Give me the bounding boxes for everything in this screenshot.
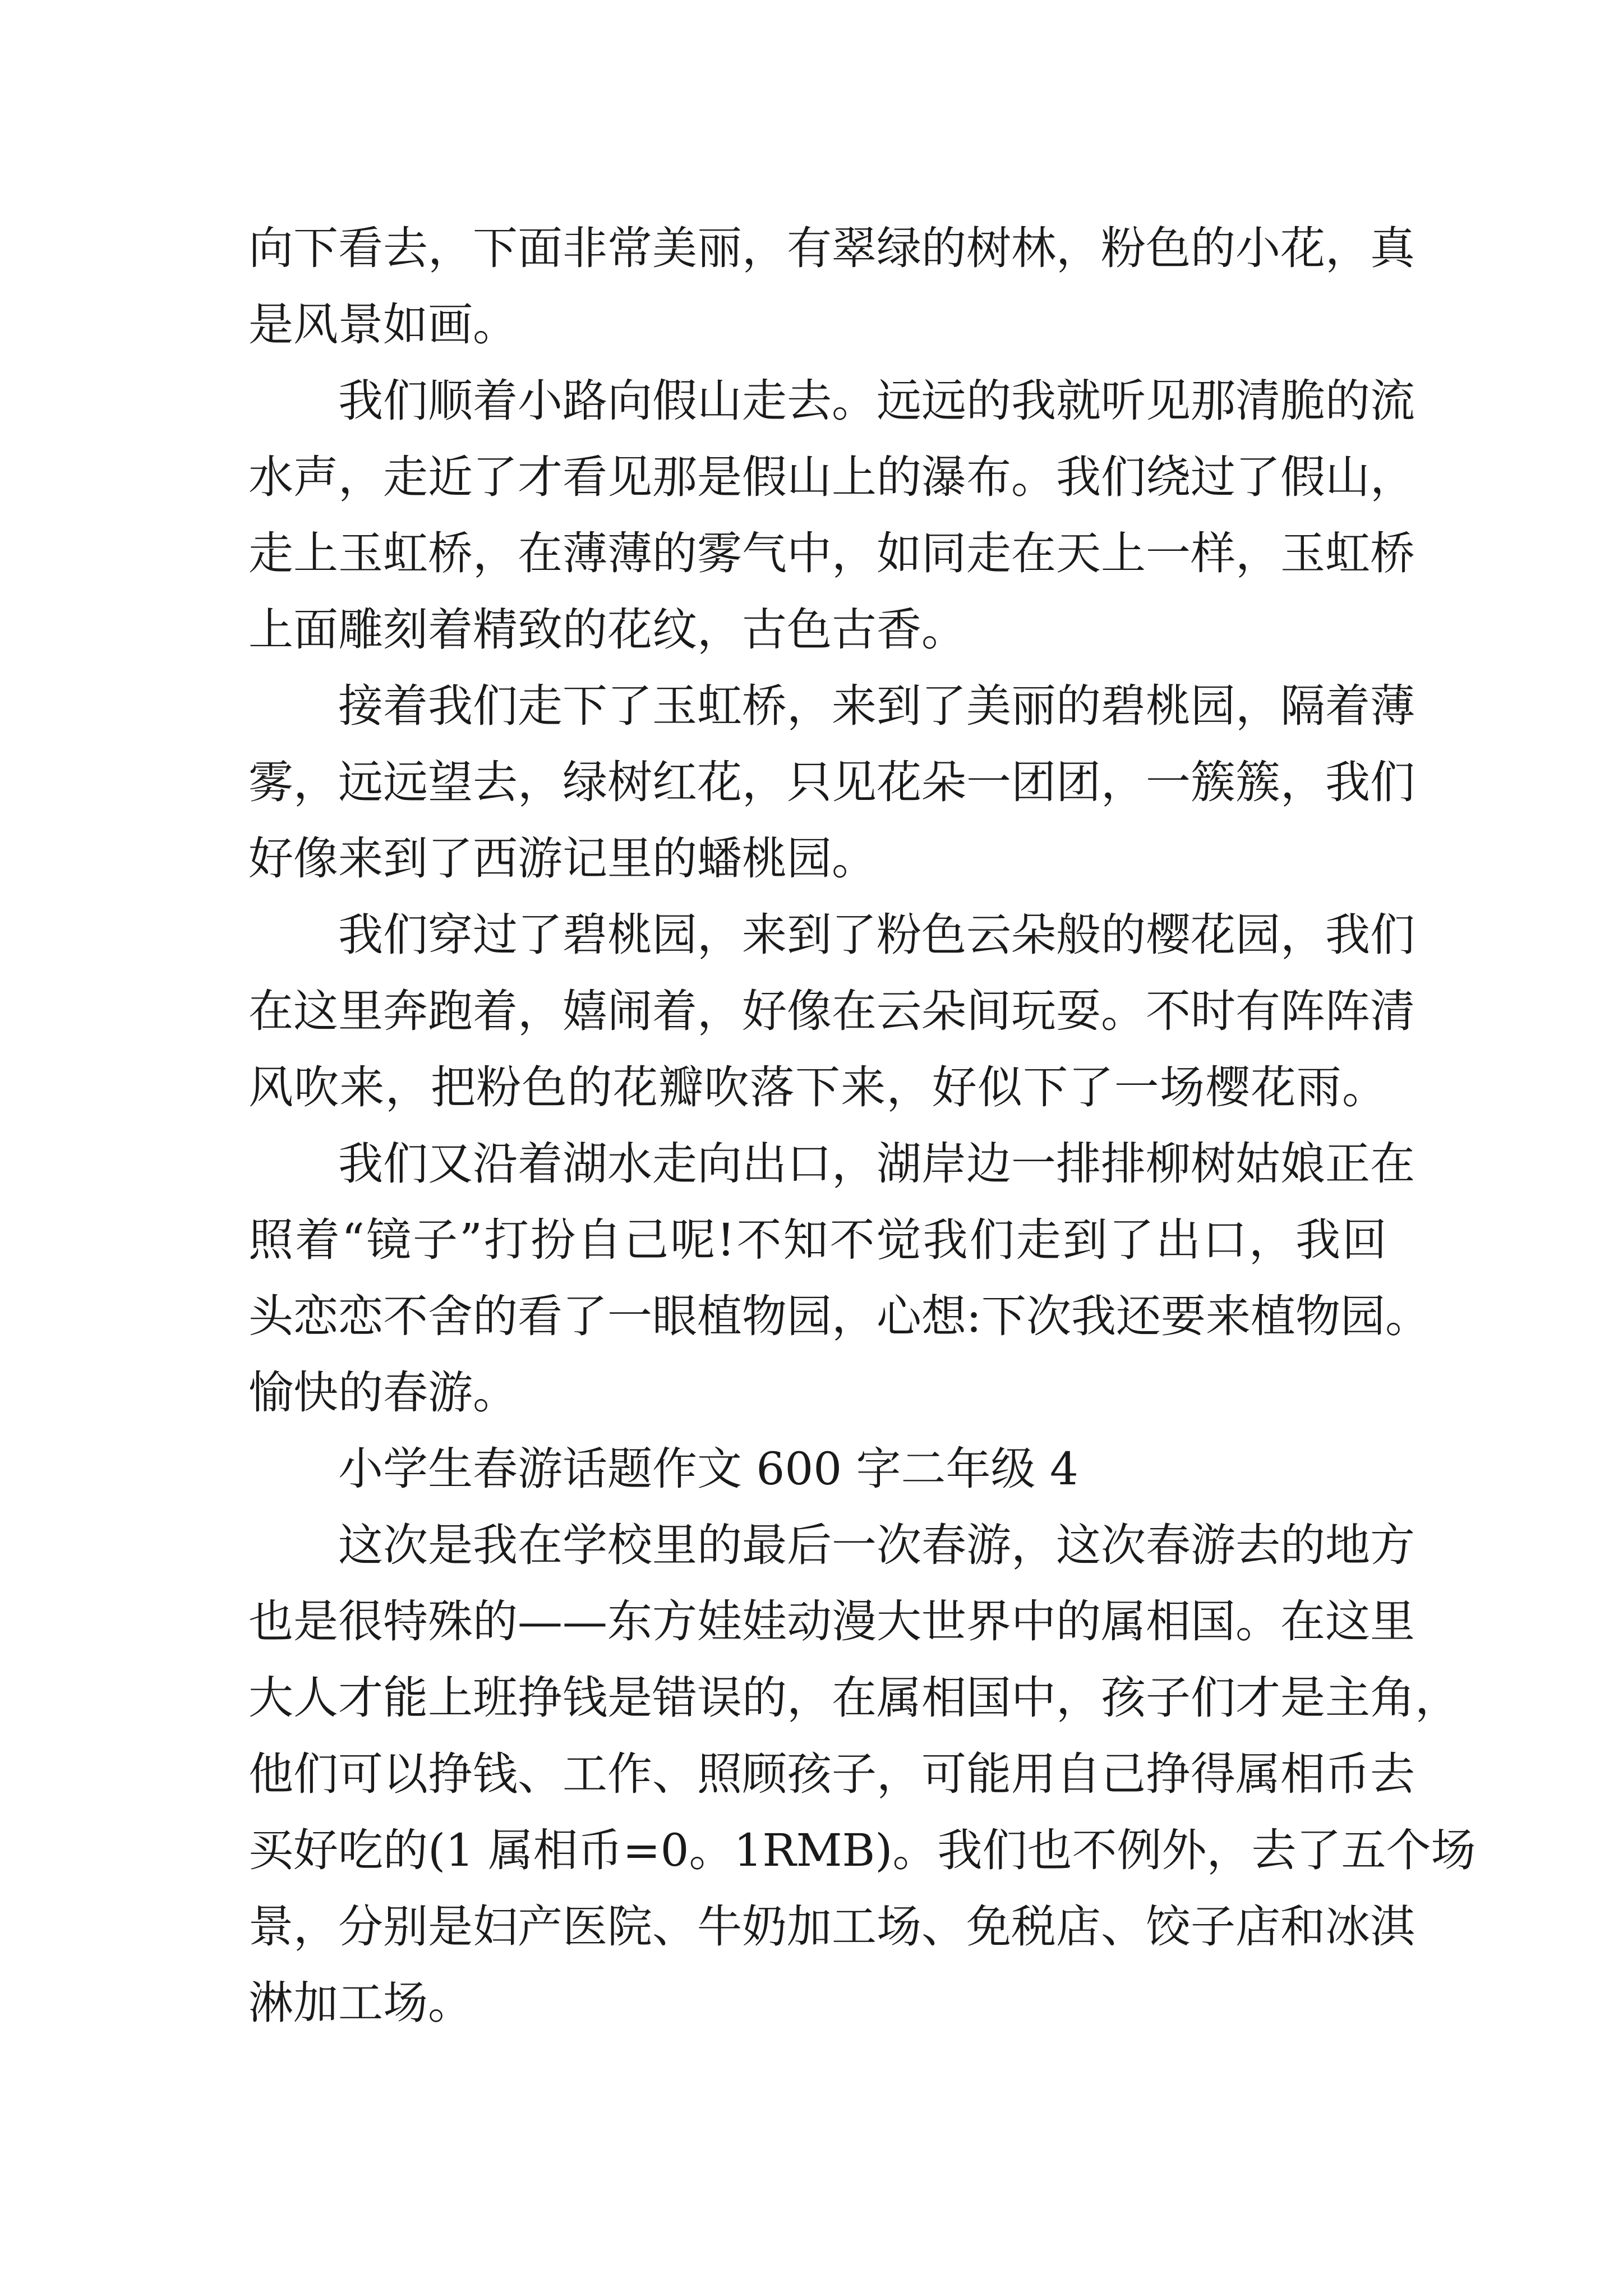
text-line: 我们又沿着湖水走向出口，湖岸边一排排柳树姑娘正在 [338, 1138, 1415, 1190]
text-line: 是风景如画。 [248, 298, 518, 351]
text-line: 上面雕刻着精致的花纹，古色古香。 [248, 604, 966, 656]
text-line: 好像来到了西游记里的蟠桃园。 [248, 832, 877, 885]
text-line: 水声，走近了才看见那是假山上的瀑布。我们绕过了假山， [248, 451, 1415, 503]
text-line: 他们可以挣钱、工作、照顾孩子，可能用自己挣得属相币去 [248, 1748, 1415, 1800]
text-line: 向下看去，下面非常美丽，有翠绿的树林，粉色的小花，真 [248, 222, 1415, 274]
text-line: 我们顺着小路向假山走去。远远的我就听见那清脆的流 [338, 375, 1415, 427]
article-body [248, 210, 1476, 2041]
text-line: 愉快的春游。 [248, 1366, 518, 1419]
text-line: 雾，远远望去，绿树红花，只见花朵一团团，一簇簇，我们 [248, 756, 1415, 808]
text-line: 头恋恋不舍的看了一眼植物园，心想:下次我还要来植物园。 [248, 1290, 1430, 1342]
text-line: 风吹来，把粉色的花瓣吹落下来，好似下了一场樱花雨。 [248, 1061, 1387, 1114]
text-line: 走上玉虹桥，在薄薄的雾气中，如同走在天上一样，玉虹桥 [248, 527, 1415, 579]
text-line: 也是很特殊的——东方娃娃动漫大世界中的属相国。在这里 [248, 1595, 1415, 1648]
text-line: 这次是我在学校里的最后一次春游，这次春游去的地方 [338, 1519, 1415, 1571]
text-line: 淋加工场。 [248, 1977, 473, 2029]
text-line: 小学生春游话题作文 600 字二年级 4 [338, 1443, 1078, 1495]
text-line: 大人才能上班挣钱是错误的，在属相国中，孩子们才是主角， [248, 1672, 1460, 1724]
text-line: 我们穿过了碧桃园，来到了粉色云朵般的樱花园，我们 [338, 909, 1415, 961]
text-line: 买好吃的(1 属相币=0。1RMB)。我们也不例外，去了五个场 [248, 1824, 1476, 1876]
text-line: 景，分别是妇产医院、牛奶加工场、免税店、饺子店和冰淇 [248, 1901, 1415, 1953]
text-line: 照着“镜子”打扮自己呢!不知不觉我们走到了出口，我回 [248, 1214, 1387, 1266]
text-line: 在这里奔跑着，嬉闹着，好像在云朵间玩耍。不时有阵阵清 [248, 985, 1415, 1037]
text-line: 接着我们走下了玉虹桥，来到了美丽的碧桃园，隔着薄 [338, 680, 1415, 732]
